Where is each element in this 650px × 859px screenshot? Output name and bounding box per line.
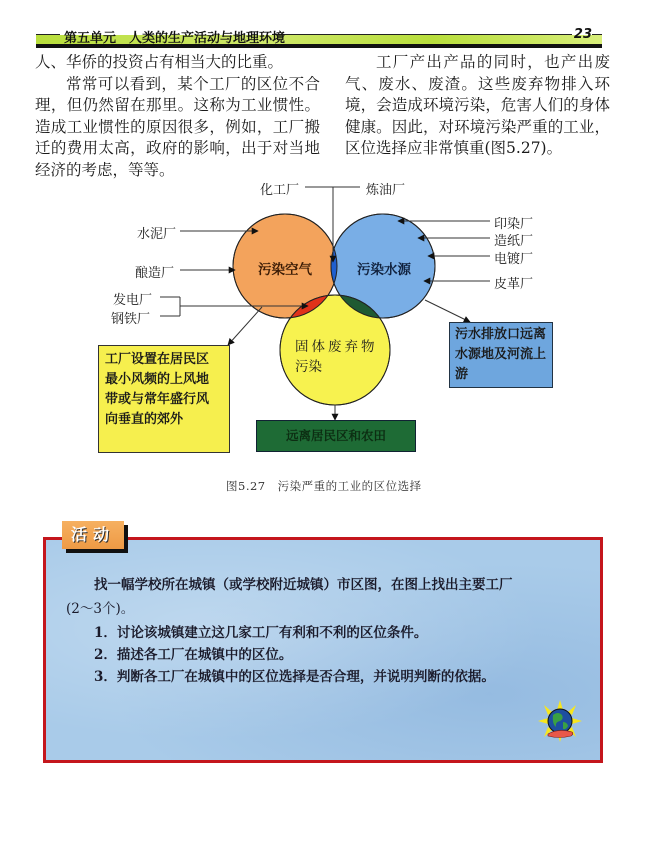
water-pollution-label: 污染水源 xyxy=(357,262,411,278)
advice-line: 向垂直的郊外 xyxy=(105,412,184,427)
advice-line: 污水排放口远离 xyxy=(455,327,547,342)
activity-intro-cont: (2～3个)。 xyxy=(66,601,135,617)
paragraph: 常常可以看到，某个工厂的区位不合理，但仍然留在那里。这称为工业惯性。造成工业惯性的原因很多，例如，工厂搬迁的费用太高，政府的影响，出于对当地经济的考虑，等等。 xyxy=(35,74,320,179)
label-refinery: 炼油厂 xyxy=(366,183,406,198)
advice-line: 带或与常年盛行风 xyxy=(105,392,210,407)
page-number: 23 xyxy=(573,27,592,42)
label-chemical-plant: 化工厂 xyxy=(260,183,300,198)
label-cement-plant: 水泥厂 xyxy=(137,227,177,242)
activity-tab: 活动 xyxy=(62,521,124,549)
advice-line: 游 xyxy=(455,367,469,382)
globe-in-hand-icon xyxy=(535,698,585,746)
activity-intro: 找一幅学校所在城镇（或学校附近城镇）市区图，在图上找出主要工厂 xyxy=(94,577,513,593)
figure-caption: 图5.27 污染严重的工业的区位选择 xyxy=(226,479,422,493)
air-advice-box xyxy=(98,345,230,453)
activity-task-3: 3．判断各工厂在城镇中的区位选择是否合理，并说明判断的依据。 xyxy=(94,669,495,685)
label-steel-plant: 钢铁厂 xyxy=(111,312,151,327)
label-tannery: 皮革厂 xyxy=(494,277,534,292)
water-advice-box xyxy=(449,322,553,388)
unit-title: 第五单元 人类的生产活动与地理环境 xyxy=(64,31,286,46)
solid-advice-box: 远离居民区和农田 xyxy=(256,420,416,452)
advice-line: 最小风频的上风地 xyxy=(105,372,210,387)
air-pollution-label: 污染空气 xyxy=(258,262,312,278)
paragraph: 工厂产出产品的同时，也产出废气、废水、废渣。这些废弃物排入环境，会造成环境污染，危害人们的身体健康。因此，对环境污染严重的工业，区位选择应非常慎重(图5.27)。 xyxy=(345,53,610,157)
label-power-plant: 发电厂 xyxy=(113,293,153,308)
paragraph: 人、华侨的投资占有相当大的比重。 xyxy=(35,53,284,71)
label-brewery: 酿造厂 xyxy=(135,266,175,281)
activity-task-2: 2．描述各工厂在城镇中的区位。 xyxy=(94,647,293,663)
advice-line: 工厂设置在居民区 xyxy=(105,352,210,367)
solid-waste-label-1: 固体废弃物 xyxy=(295,339,378,355)
label-dyeing-plant: 印染厂 xyxy=(494,217,534,232)
label-paper-mill: 造纸厂 xyxy=(494,234,534,249)
label-plating-plant: 电镀厂 xyxy=(494,252,534,267)
solid-waste-label-2: 污染 xyxy=(295,359,322,375)
advice-line: 水源地及河流上 xyxy=(455,347,547,362)
activity-task-1: 1．讨论该城镇建立这几家工厂有利和不利的区位条件。 xyxy=(94,625,428,641)
